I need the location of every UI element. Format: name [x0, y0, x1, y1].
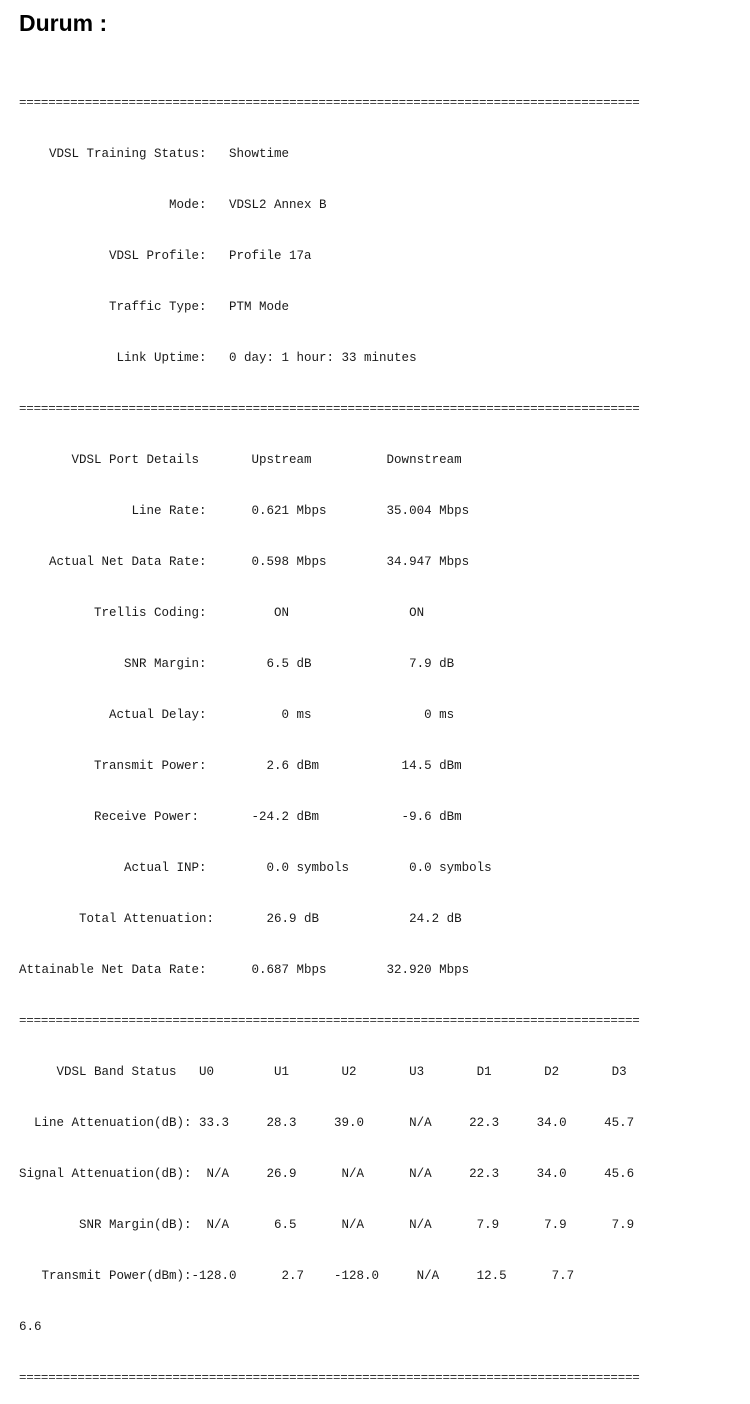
- transmit-power-row: Transmit Power: 2.6 dBm 14.5 dBm: [19, 759, 462, 773]
- vdsl-status-report: [19, 61, 640, 1404]
- receive-power-row: Receive Power: -24.2 dBm -9.6 dBm: [19, 810, 462, 824]
- actual-net-data-rate-row: Actual Net Data Rate: 0.598 Mbps 34.947 Mbps: [19, 555, 470, 569]
- actual-delay-row: Actual Delay: 0 ms 0 ms: [19, 708, 455, 722]
- link-uptime-row: Link Uptime: 0 day: 1 hour: 33 minutes: [19, 351, 417, 365]
- training-status-row: VDSL Training Status: Showtime: [19, 147, 290, 161]
- actual-inp-row: Actual INP: 0.0 symbols 0.0 symbols: [19, 861, 492, 875]
- port-details-header: VDSL Port Details Upstream Downstream: [19, 453, 462, 467]
- band-status-header: VDSL Band Status U0 U1 U2 U3 D1 D2 D3: [19, 1065, 627, 1079]
- profile-row: VDSL Profile: Profile 17a: [19, 249, 312, 263]
- attainable-net-data-rate-row: Attainable Net Data Rate: 0.687 Mbps 32.920 Mbps: [19, 963, 470, 977]
- line-rate-row: Line Rate: 0.621 Mbps 35.004 Mbps: [19, 504, 470, 518]
- snr-margin-row: SNR Margin: 6.5 dB 7.9 dB: [19, 657, 455, 671]
- page-title: Durum :: [19, 10, 108, 36]
- band-signal-attenuation-row: Signal Attenuation(dB): N/A 26.9 N/A N/A 22.3 34.0 45.6: [19, 1167, 635, 1181]
- separator-line: =====================================================================================: [19, 1371, 640, 1385]
- mode-row: Mode: VDSL2 Annex B: [19, 198, 327, 212]
- separator-line: =====================================================================================: [19, 1014, 640, 1028]
- total-attenuation-row: Total Attenuation: 26.9 dB 24.2 dB: [19, 912, 462, 926]
- separator-line: =====================================================================================: [19, 96, 640, 110]
- traffic-type-row: Traffic Type: PTM Mode: [19, 300, 290, 314]
- band-transmit-power-row: Transmit Power(dBm):-128.0 2.7 -128.0 N/A 12.5 7.7: [19, 1269, 575, 1283]
- band-transmit-power-wrap: 6.6: [19, 1320, 42, 1334]
- trellis-coding-row: Trellis Coding: ON ON: [19, 606, 425, 620]
- band-line-attenuation-row: Line Attenuation(dB): 33.3 28.3 39.0 N/A 22.3 34.0 45.7: [19, 1116, 635, 1130]
- separator-line: =====================================================================================: [19, 402, 640, 416]
- band-snr-margin-row: SNR Margin(dB): N/A 6.5 N/A N/A 7.9 7.9 7.9: [19, 1218, 635, 1232]
